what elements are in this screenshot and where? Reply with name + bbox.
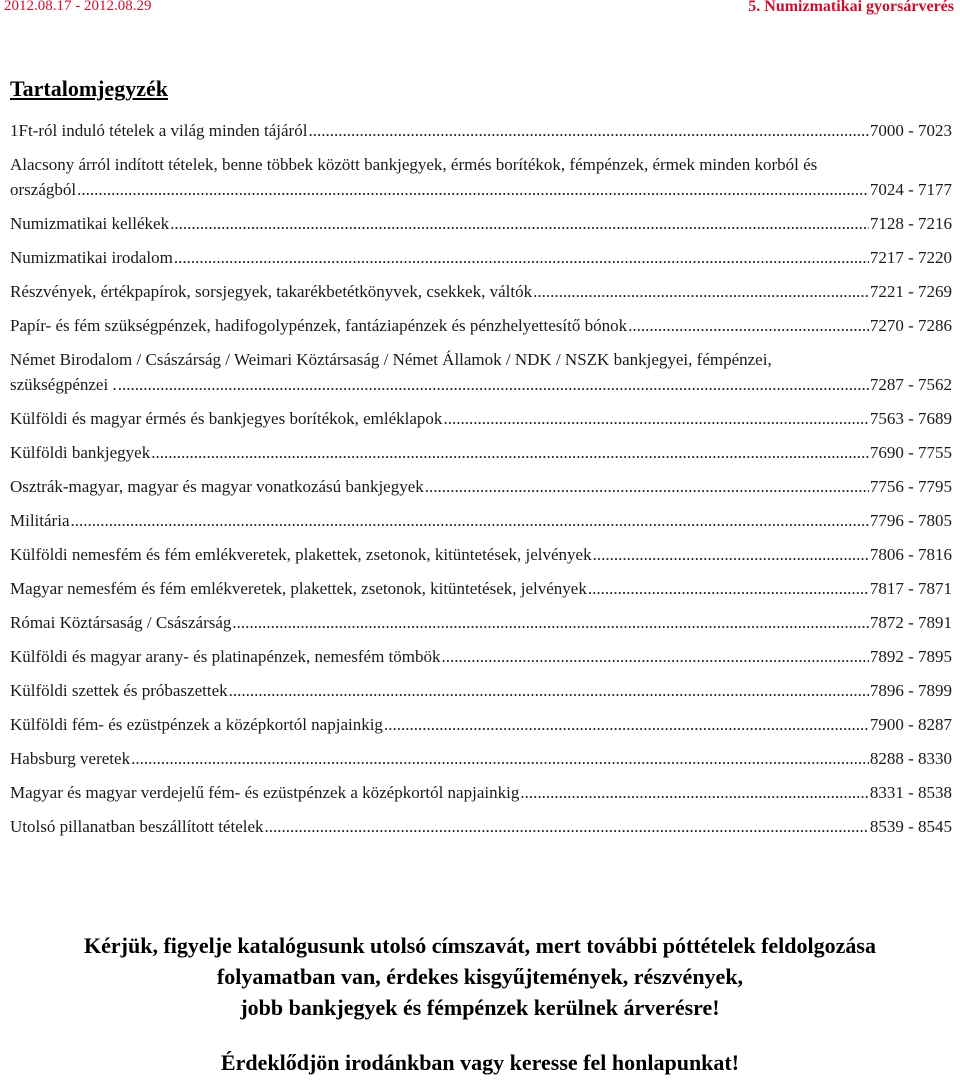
toc-entry-pages: 7000 - 7023 xyxy=(869,121,952,140)
toc-entry-title: Külföldi fém- és ezüstpénzek a középkortól napjainkig xyxy=(10,715,383,734)
auction-title: 5. Numizmatikai gyorsárverés xyxy=(748,0,954,15)
toc-entry-pages: 7872 - 7891 xyxy=(869,613,952,632)
dot-leader xyxy=(170,211,869,236)
toc-entry-pages: 7221 - 7269 xyxy=(869,282,952,301)
toc-entry-title: Külföldi szettek és próbaszettek xyxy=(10,681,228,700)
toc-entry-pages: 7563 - 7689 xyxy=(869,409,952,428)
dot-leader xyxy=(442,644,869,669)
toc-entry-title: Külföldi és magyar arany- és platinapénzek, nemesfém tömbök xyxy=(10,647,441,666)
dot-leader xyxy=(384,712,869,737)
dot-leader xyxy=(118,372,869,397)
toc-entry xyxy=(10,746,952,780)
toc-entry-title: Habsburg veretek xyxy=(10,749,131,768)
toc-entry xyxy=(10,313,952,347)
toc-entry-pages: 7817 - 7871 xyxy=(869,579,952,598)
toc-entry-pages: 7128 - 7216 xyxy=(869,214,952,233)
toc-entry xyxy=(10,406,952,440)
toc-entry xyxy=(10,279,952,313)
notice-line-1: Kérjük, figyelje katalógusunk utolsó címszavát, mert további póttételek feldolgozása xyxy=(84,933,876,958)
toc-entry xyxy=(10,211,952,245)
toc-entry-title: Osztrák-magyar, magyar és magyar vonatkozású bankjegyek xyxy=(10,477,424,496)
toc-entry-title: szükségpénzei . xyxy=(10,375,117,394)
toc-entry-pages: 7756 - 7795 xyxy=(869,477,952,496)
toc-entry xyxy=(10,576,952,610)
toc-entry-pages: 7806 - 7816 xyxy=(869,545,952,564)
toc-entry-pages: 8331 - 8538 xyxy=(869,783,952,802)
dot-leader xyxy=(70,508,868,533)
dot-leader xyxy=(77,177,869,202)
dot-leader xyxy=(425,474,869,499)
toc-entry-title: Papír- és fém szükségpénzek, hadifogolypénzek, fantáziapénzek és pénzhelyettesítő bónok xyxy=(10,316,628,335)
toc-entry-title: Külföldi bankjegyek xyxy=(10,443,151,462)
dot-leader xyxy=(131,746,869,771)
toc-entry xyxy=(10,678,952,712)
toc-entry xyxy=(10,347,952,406)
dot-leader xyxy=(533,279,869,304)
toc-title: Tartalomjegyzék xyxy=(10,76,169,101)
toc-entry-title: Numizmatikai kellékek xyxy=(10,214,170,233)
toc-entry xyxy=(10,508,952,542)
dot-leader xyxy=(232,610,868,635)
toc-entry xyxy=(10,118,952,152)
toc-entry-title: Magyar és magyar verdejelű fém- és ezüstpénzek a középkortól napjainkig xyxy=(10,783,520,802)
dot-leader xyxy=(265,814,869,839)
toc-entry-title: Militária xyxy=(10,511,70,530)
toc-entry-pages: 7024 - 7177 xyxy=(869,180,952,199)
toc-entry-title: Numizmatikai irodalom xyxy=(10,248,173,267)
toc-entry-title: Római Köztársaság / Császárság xyxy=(10,613,232,632)
toc-entry xyxy=(10,440,952,474)
toc-entry-pages: 7270 - 7286 xyxy=(869,316,952,335)
toc-entry-pages: 7796 - 7805 xyxy=(869,511,952,530)
dot-leader xyxy=(593,542,869,567)
toc-entry-title: Részvények, értékpapírok, sorsjegyek, takarékbetétkönyvek, csekkek, váltók xyxy=(10,282,533,301)
dot-leader xyxy=(443,406,868,431)
toc-entry-first-line: Alacsony árról indított tételek, benne többek között bankjegyek, érmés borítékok, fémpénzek, érmek minden korból és xyxy=(10,155,818,174)
toc-entry-title: országból xyxy=(10,180,77,199)
notice-line-3: jobb bankjegyek és fémpénzek kerülnek árverésre! xyxy=(240,995,720,1020)
notice-line-2: folyamatban van, érdekes kisgyűjtemények, részvények, xyxy=(216,964,744,989)
dot-leader xyxy=(308,118,868,143)
toc-entry-first-line: Német Birodalom / Császárság / Weimari Köztársaság / Német Államok / NDK / NSZK bankjegyei, fémpénzei, xyxy=(10,350,772,369)
dot-leader xyxy=(151,440,869,465)
toc-entry-title: Külföldi nemesfém és fém emlékveretek, plakettek, zsetonok, kitüntetések, jelvények xyxy=(10,545,592,564)
toc-entry-pages: 7896 - 7899 xyxy=(869,681,952,700)
toc-entry-pages: 7217 - 7220 xyxy=(869,248,952,267)
table-of-contents xyxy=(10,118,952,848)
toc-entry-pages: 7287 - 7562 xyxy=(869,375,952,394)
toc-entry xyxy=(10,542,952,576)
notice-text xyxy=(0,930,960,1023)
toc-entry-pages: 7900 - 8287 xyxy=(869,715,952,734)
toc-entry xyxy=(10,644,952,678)
toc-entry-title: Utolsó pillanatban beszállított tételek xyxy=(10,817,264,836)
toc-entry xyxy=(10,780,952,814)
date-range: 2012.08.17 - 2012.08.29 xyxy=(4,0,152,14)
toc-entry xyxy=(10,474,952,508)
dot-leader xyxy=(520,780,869,805)
dot-leader xyxy=(174,245,869,270)
toc-entry xyxy=(10,610,952,644)
toc-entry-pages: 7892 - 7895 xyxy=(869,647,952,666)
dot-leader xyxy=(628,313,869,338)
toc-entry-pages: 7690 - 7755 xyxy=(869,443,952,462)
toc-entry xyxy=(10,152,952,211)
dot-leader xyxy=(588,576,869,601)
toc-entry-pages: 8539 - 8545 xyxy=(869,817,952,836)
toc-entry-title: Külföldi és magyar érmés és bankjegyes borítékok, emléklapok xyxy=(10,409,443,428)
toc-entry xyxy=(10,712,952,746)
page-header xyxy=(0,0,960,22)
dot-leader xyxy=(229,678,869,703)
toc-entry-pages: 8288 - 8330 xyxy=(869,749,952,768)
toc-entry xyxy=(10,814,952,848)
contact-text: Érdeklődjön irodánkban vagy keresse fel honlapunkat! xyxy=(220,1050,740,1075)
toc-entry-title: 1Ft-ról induló tételek a világ minden tájáról xyxy=(10,121,308,140)
toc-entry xyxy=(10,245,952,279)
toc-entry-title: Magyar nemesfém és fém emlékveretek, plakettek, zsetonok, kitüntetések, jelvények xyxy=(10,579,587,598)
